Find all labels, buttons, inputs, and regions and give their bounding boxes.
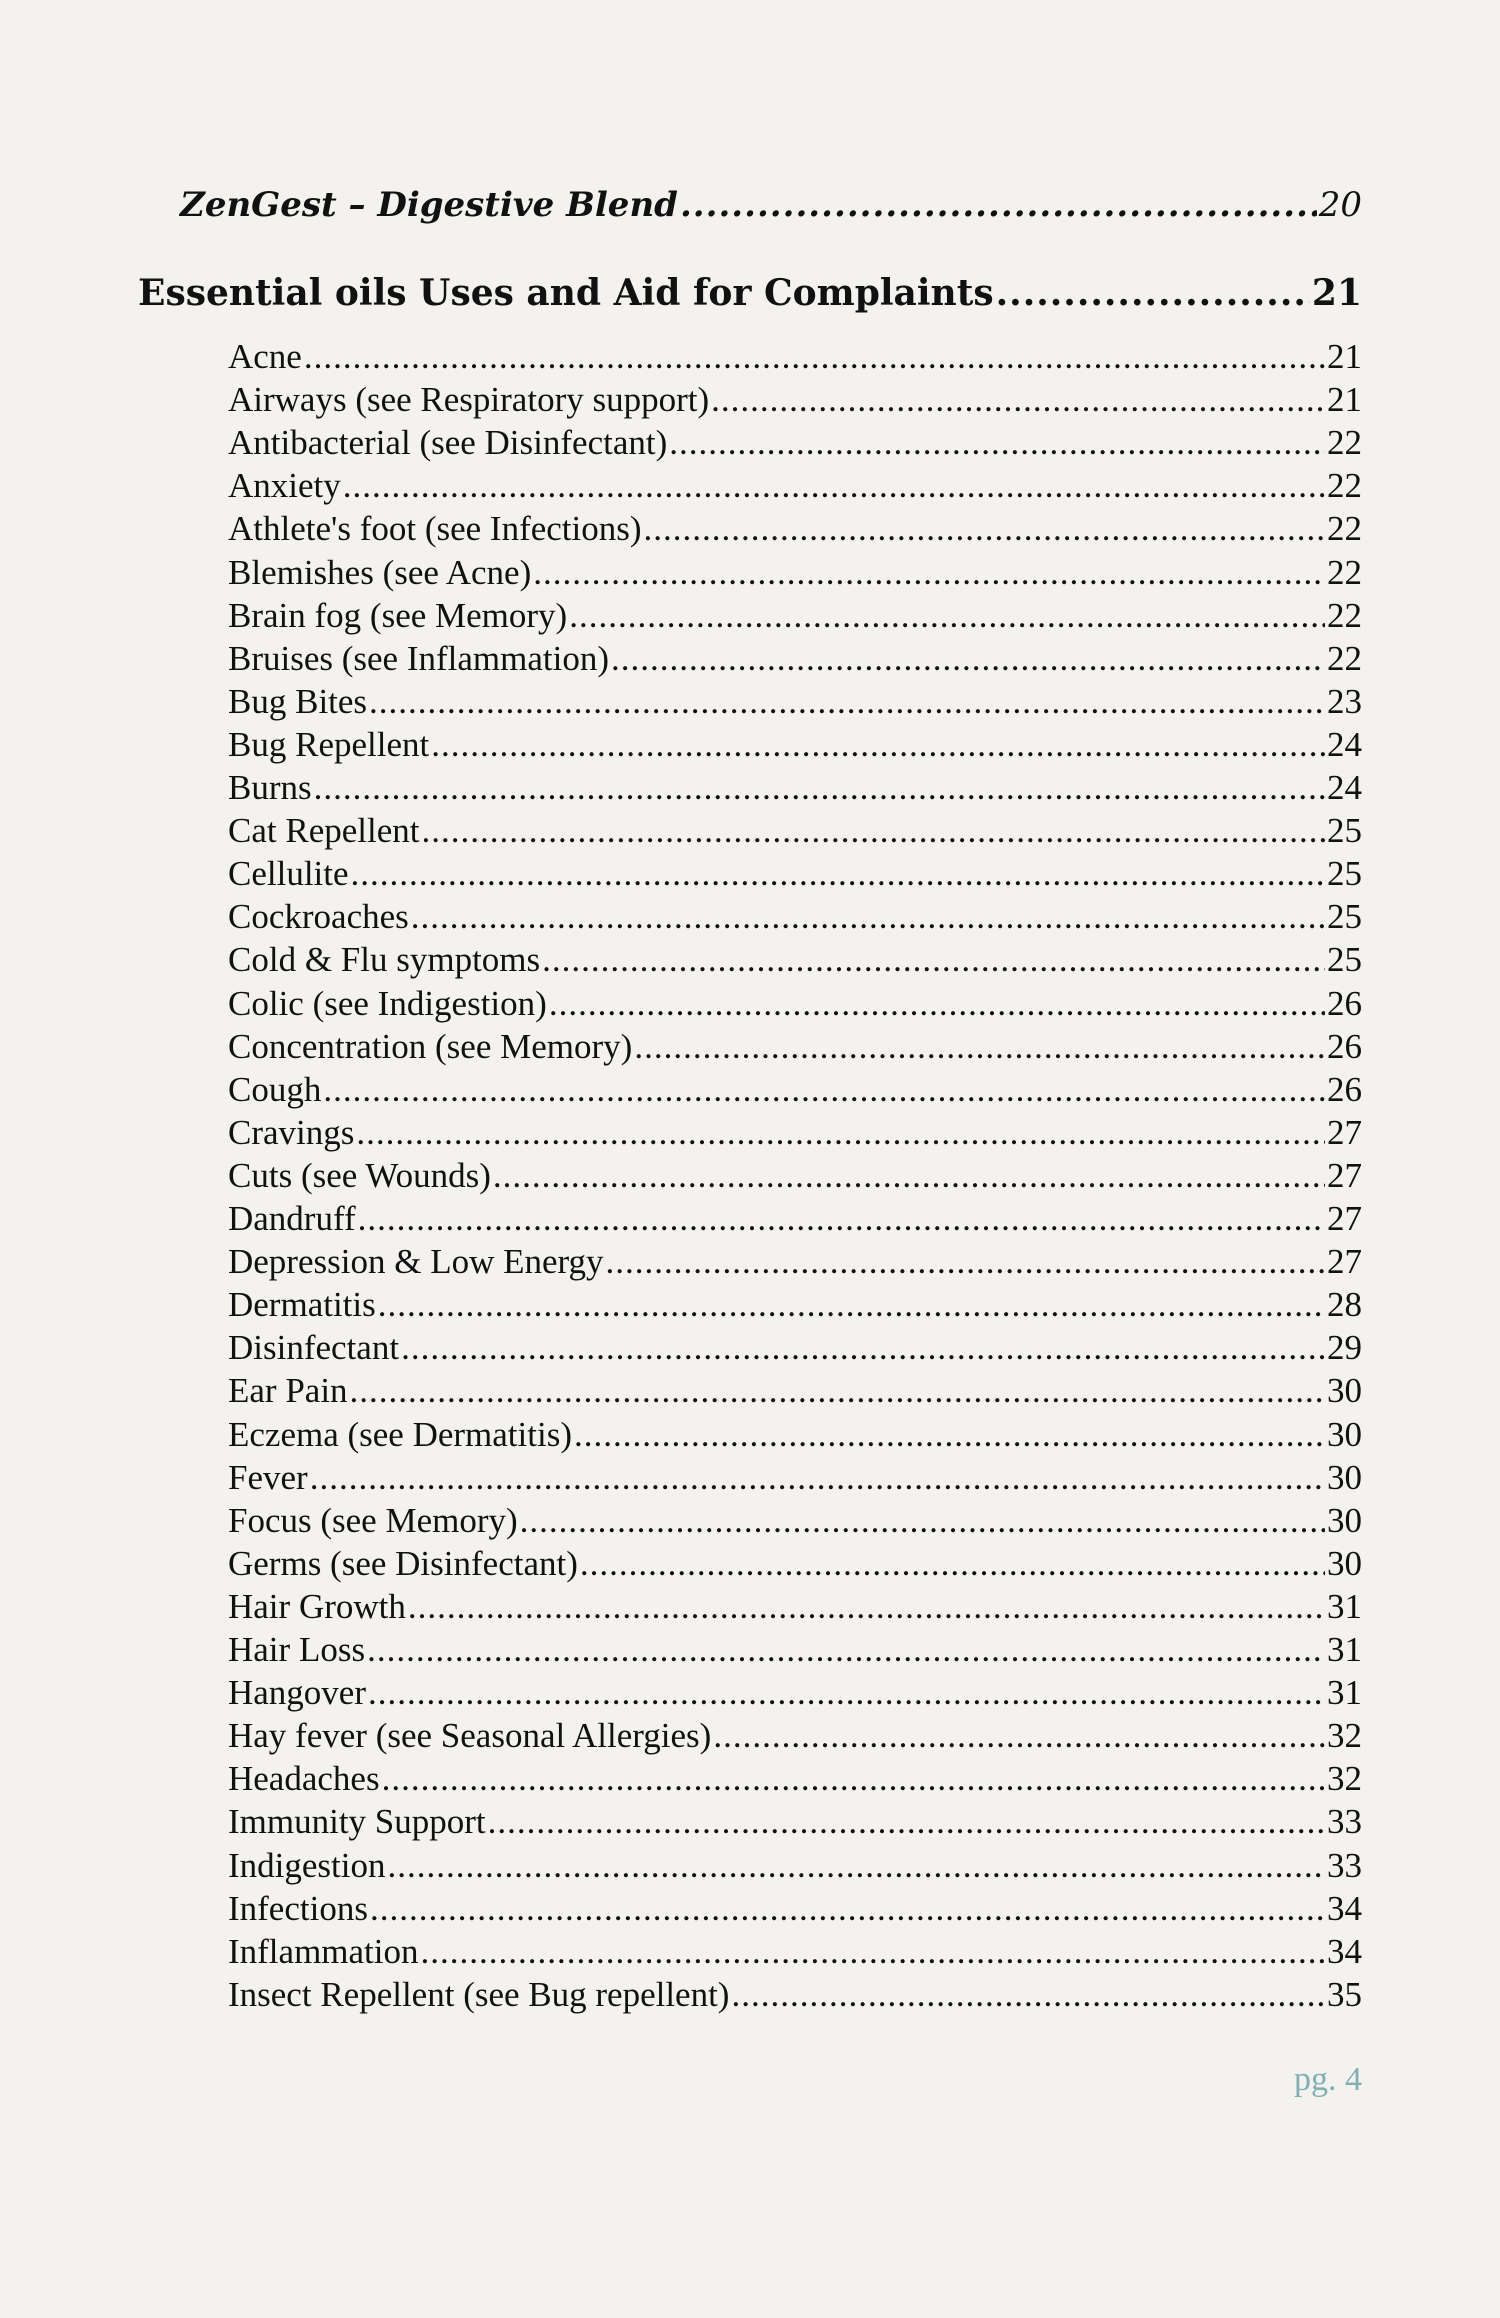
dot-leader	[569, 596, 1325, 636]
toc-entry-page: 23	[1327, 681, 1362, 721]
toc-entry-page: 30	[1327, 1500, 1362, 1540]
toc-entry-page: 30	[1327, 1457, 1362, 1497]
dot-leader	[314, 768, 1325, 808]
toc-entry[interactable]	[228, 553, 1362, 593]
toc-entry-label: Cellulite	[228, 854, 349, 894]
toc-entry[interactable]	[228, 1544, 1362, 1584]
toc-entry-label: Inflammation	[228, 1931, 419, 1971]
toc-entry-page: 27	[1327, 1155, 1362, 1195]
toc-entry[interactable]	[228, 897, 1362, 937]
toc-entry[interactable]	[228, 854, 1362, 894]
toc-entry-page: 24	[1327, 768, 1362, 807]
toc-entry[interactable]	[228, 1242, 1362, 1282]
toc-entry-label: Cough	[228, 1069, 322, 1109]
toc-entry-label: Germs (see Disinfectant)	[228, 1543, 578, 1583]
toc-entry[interactable]	[228, 682, 1362, 722]
toc-entry-page: 32	[1327, 1759, 1362, 1799]
toc-entry-page: 20	[1318, 185, 1362, 225]
toc-entry-label: Cravings	[228, 1112, 355, 1152]
toc-entry-label: Hair Loss	[228, 1630, 366, 1669]
toc-entry-label: Indigestion	[228, 1845, 386, 1885]
dot-leader	[382, 1759, 1325, 1799]
toc-entry[interactable]	[228, 1802, 1362, 1842]
toc-entry[interactable]	[228, 1846, 1362, 1886]
toc-entry[interactable]	[228, 1932, 1362, 1972]
dot-leader	[378, 1285, 1325, 1325]
dot-leader	[421, 1932, 1325, 1972]
toc-entry-label: Hair Growth	[228, 1586, 406, 1626]
toc-entry-label: Cockroaches	[228, 897, 409, 937]
toc-entry-label: Anxiety	[228, 466, 341, 506]
toc-entry-label: ZenGest – Digestive Blend	[180, 185, 678, 225]
toc-entry[interactable]	[228, 1199, 1362, 1239]
toc-entry-page: 27	[1327, 1242, 1362, 1282]
toc-entry[interactable]	[228, 1759, 1362, 1799]
toc-entry-label: Headaches	[228, 1759, 380, 1799]
toc-entry[interactable]	[228, 1156, 1362, 1196]
toc-entry-label: Brain fog (see Memory)	[228, 595, 568, 635]
dot-leader	[574, 1415, 1325, 1455]
toc-entry[interactable]	[228, 423, 1362, 463]
toc-entry-label: Disinfectant	[228, 1328, 400, 1368]
toc-entry-page: 25	[1327, 854, 1362, 894]
toc-entry-page: 21	[1327, 337, 1362, 376]
toc-entry[interactable]	[228, 811, 1362, 851]
toc-entry-page: 24	[1327, 724, 1362, 764]
toc-entry-page: 22	[1327, 509, 1362, 549]
dot-leader	[387, 1846, 1325, 1886]
toc-entry[interactable]	[228, 596, 1362, 636]
toc-entry[interactable]	[228, 337, 1362, 377]
toc-entry[interactable]	[228, 1975, 1362, 2015]
toc-entry[interactable]	[228, 1458, 1362, 1498]
dot-leader	[644, 509, 1325, 549]
toc-entry-page: 28	[1327, 1285, 1362, 1325]
toc-entry-label: Hangover	[228, 1673, 367, 1713]
toc-entry-label: Eczema (see Dermatitis)	[228, 1414, 572, 1454]
toc-entry-label: Acne	[228, 337, 302, 376]
toc-entry-page: 26	[1327, 1069, 1362, 1109]
toc-entry-page: 27	[1327, 1112, 1362, 1152]
dot-leader	[731, 1975, 1325, 2015]
dot-leader	[634, 1027, 1325, 1067]
toc-entry-label: Bruises (see Inflammation)	[228, 638, 610, 678]
toc-entry-label: Bug Repellent	[228, 724, 430, 764]
toc-entry-page: 22	[1327, 466, 1362, 506]
toc-entry-label: Cuts (see Wounds)	[228, 1155, 491, 1195]
dot-leader	[542, 940, 1325, 980]
toc-entry-page: 22	[1327, 423, 1362, 463]
toc-entry[interactable]	[228, 1328, 1362, 1368]
dot-leader	[580, 1544, 1325, 1584]
toc-entry[interactable]	[228, 509, 1362, 549]
toc-entry[interactable]	[228, 1027, 1362, 1067]
toc-entry-page: 26	[1327, 983, 1362, 1023]
toc-entry-label: Ear Pain	[228, 1371, 348, 1411]
toc-entry[interactable]	[228, 1889, 1362, 1929]
dot-leader	[350, 1371, 1325, 1411]
dot-leader	[606, 1242, 1325, 1282]
dot-leader	[533, 553, 1325, 593]
dot-leader	[356, 1113, 1325, 1153]
toc-entry-label: Dermatitis	[228, 1285, 376, 1325]
toc-entry-page: 33	[1327, 1802, 1362, 1842]
dot-leader	[369, 682, 1325, 722]
toc-entry[interactable]	[228, 984, 1362, 1024]
toc-entry-label: Focus (see Memory)	[228, 1500, 518, 1540]
toc-entry-page: 32	[1327, 1716, 1362, 1756]
toc-entry-page: 25	[1327, 940, 1362, 980]
toc-entry[interactable]	[228, 1285, 1362, 1325]
toc-entry-page: 30	[1327, 1414, 1362, 1454]
dot-leader	[669, 423, 1325, 463]
toc-entry-page: 33	[1327, 1845, 1362, 1885]
toc-entry-page: 25	[1327, 897, 1362, 937]
dot-leader	[370, 1889, 1325, 1929]
toc-entry-label: Airways (see Respiratory support)	[228, 380, 710, 420]
dot-leader	[368, 1673, 1325, 1713]
dot-leader	[358, 1199, 1325, 1239]
toc-entry[interactable]	[228, 466, 1362, 506]
page-number: pg. 4	[1294, 2061, 1362, 2098]
dot-leader	[611, 639, 1325, 679]
toc-section-heading[interactable]	[138, 272, 1362, 314]
toc-entry-label: Hay fever (see Seasonal Allergies)	[228, 1716, 712, 1756]
toc-entry-label: Immunity Support	[228, 1802, 486, 1842]
toc-entry-blend[interactable]	[180, 185, 1362, 225]
dot-leader	[680, 185, 1317, 225]
toc-entry[interactable]	[228, 725, 1362, 765]
toc-entry-page: 35	[1327, 1974, 1362, 2014]
toc-entry-label: Cold & Flu symptoms	[228, 940, 541, 980]
toc-entry[interactable]	[228, 1070, 1362, 1110]
toc-entry[interactable]	[228, 1587, 1362, 1627]
dot-leader	[431, 725, 1325, 765]
dot-leader	[996, 272, 1310, 314]
toc-entry[interactable]	[228, 1415, 1362, 1455]
toc-entry-page: 22	[1327, 638, 1362, 678]
toc-entry-page: 27	[1327, 1199, 1362, 1238]
dot-leader	[304, 337, 1325, 377]
toc-section-label: Essential oils Uses and Aid for Complaints	[138, 272, 994, 314]
toc-entry-page: 25	[1327, 811, 1362, 851]
toc-entry-page: 30	[1327, 1543, 1362, 1583]
toc-entry-page: 34	[1327, 1931, 1362, 1971]
toc-entry-page: 30	[1327, 1371, 1362, 1411]
toc-entry-page: 22	[1327, 552, 1362, 592]
toc-entry[interactable]	[228, 1113, 1362, 1153]
toc-entry-label: Burns	[228, 768, 312, 807]
toc-entry[interactable]	[228, 639, 1362, 679]
toc-entry-page: 21	[1327, 380, 1362, 420]
dot-leader	[711, 380, 1325, 420]
toc-entry[interactable]	[228, 1716, 1362, 1756]
dot-leader	[713, 1716, 1325, 1756]
dot-leader	[411, 897, 1325, 937]
toc-entry-label: Concentration (see Memory)	[228, 1026, 633, 1066]
toc-entry-label: Depression & Low Energy	[228, 1242, 604, 1282]
dot-leader	[310, 1458, 1325, 1498]
toc-entry[interactable]	[228, 1371, 1362, 1411]
toc-entry[interactable]	[228, 940, 1362, 980]
toc-entry-page: 34	[1327, 1888, 1362, 1928]
toc-entry[interactable]	[228, 1501, 1362, 1541]
dot-leader	[488, 1802, 1325, 1842]
dot-leader	[549, 984, 1325, 1024]
toc-entry-label: Antibacterial (see Disinfectant)	[228, 423, 668, 463]
dot-leader	[520, 1501, 1325, 1541]
dot-leader	[493, 1156, 1325, 1196]
dot-leader	[408, 1587, 1325, 1627]
toc-entry-label: Colic (see Indigestion)	[228, 983, 547, 1023]
toc-entry-page: 31	[1327, 1673, 1362, 1713]
toc-entry-page: 31	[1327, 1586, 1362, 1626]
toc-entry-label: Insect Repellent (see Bug repellent)	[228, 1974, 730, 2014]
toc-entry[interactable]	[228, 1630, 1362, 1670]
dot-leader	[401, 1328, 1325, 1368]
toc-entry-label: Blemishes (see Acne)	[228, 552, 532, 592]
toc-entry-label: Fever	[228, 1457, 308, 1497]
toc-entry-label: Athlete's foot (see Infections)	[228, 509, 642, 549]
dot-leader	[323, 1070, 1325, 1110]
toc-entry-page: 26	[1327, 1026, 1362, 1066]
toc-section-page: 21	[1311, 272, 1362, 314]
toc-entry-page: 31	[1327, 1630, 1362, 1669]
toc-entry-label: Cat Repellent	[228, 811, 420, 851]
dot-leader	[367, 1630, 1325, 1670]
toc-entry-page: 22	[1327, 595, 1362, 635]
toc-entry-label: Infections	[228, 1888, 368, 1928]
toc-entry-page: 29	[1327, 1328, 1362, 1368]
toc-entry[interactable]	[228, 768, 1362, 808]
toc-entry-label: Dandruff	[228, 1199, 356, 1238]
dot-leader	[421, 811, 1325, 851]
toc-entry[interactable]	[228, 1673, 1362, 1713]
dot-leader	[351, 854, 1325, 894]
toc-entry-label: Bug Bites	[228, 681, 368, 721]
toc-entry[interactable]	[228, 380, 1362, 420]
dot-leader	[343, 466, 1325, 506]
